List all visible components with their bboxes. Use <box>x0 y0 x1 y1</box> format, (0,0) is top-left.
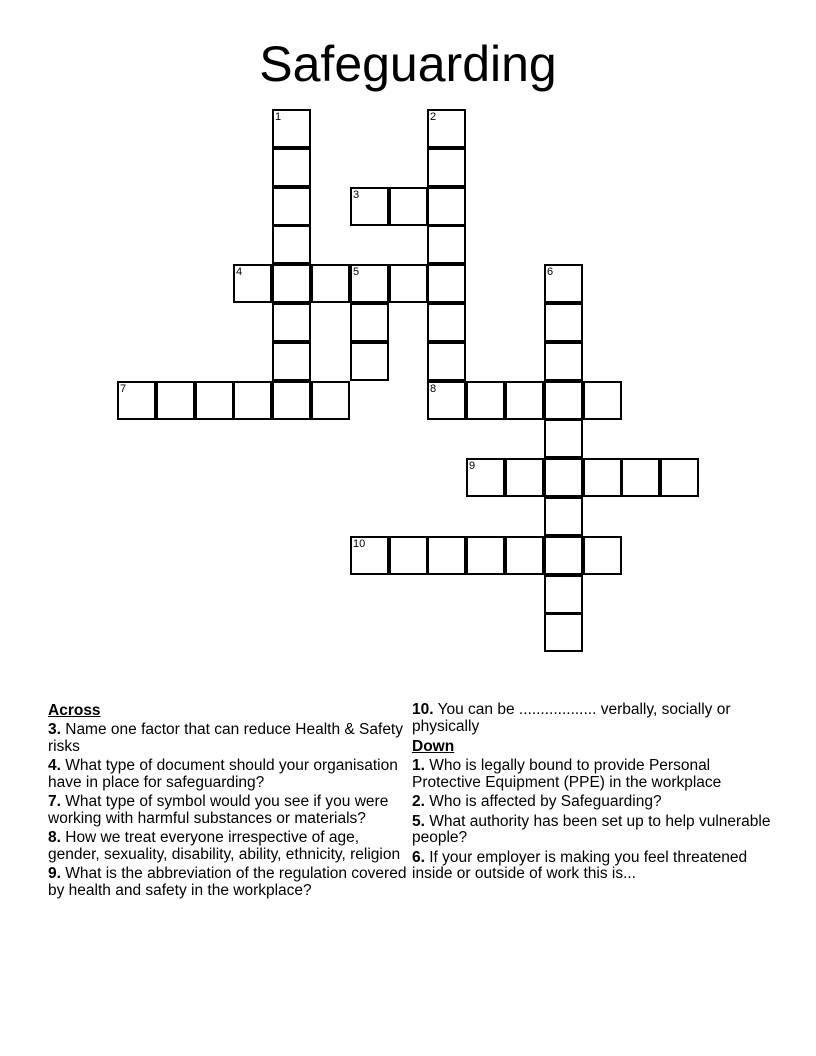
grid-cell[interactable] <box>233 381 272 420</box>
grid-cell[interactable] <box>389 187 428 226</box>
grid-cell[interactable] <box>427 225 466 264</box>
grid-cell[interactable] <box>544 342 583 381</box>
clue-number-label: 2 <box>430 111 437 123</box>
clue-text: How we treat everyone irrespective of age, gender, sexuality, disability, ability, ethnicity, religion <box>48 829 401 863</box>
clue-text: If your employer is making you feel threatened inside or outside of work this is... <box>412 848 748 882</box>
grid-cell[interactable] <box>156 381 195 420</box>
clue-text: What type of symbol would you see if you were working with harmful substances or materials? <box>48 793 389 827</box>
grid-cell[interactable] <box>311 264 350 303</box>
grid-cell[interactable] <box>505 381 544 420</box>
clue-text: Who is legally bound to provide Personal Protective Equipment (PPE) in the workplace <box>412 757 722 791</box>
clues-column-left <box>48 702 408 902</box>
grid-cell[interactable] <box>466 458 505 497</box>
clue-number-label: 6 <box>547 266 554 278</box>
grid-cell[interactable] <box>583 381 622 420</box>
clue-item <box>48 866 408 899</box>
clue-text: What is the abbreviation of the regulation covered by health and safety in the workplace? <box>48 865 407 899</box>
grid-cell[interactable] <box>427 381 466 420</box>
grid-cell[interactable] <box>544 381 583 420</box>
grid-cell[interactable] <box>272 109 311 148</box>
clue-text: You can be .................. verbally, socially or physically <box>412 701 731 735</box>
grid-cell[interactable] <box>544 613 583 652</box>
clue-number-label: 4 <box>236 266 243 278</box>
grid-cell[interactable] <box>272 381 311 420</box>
clue-item <box>48 794 408 827</box>
clue-number-label: 9 <box>469 460 476 472</box>
grid-cell[interactable] <box>427 187 466 226</box>
grid-cell[interactable] <box>544 419 583 458</box>
grid-cell[interactable] <box>583 458 622 497</box>
down-heading: Down <box>412 738 455 755</box>
grid-cell[interactable] <box>544 536 583 575</box>
grid-cell[interactable] <box>466 381 505 420</box>
clue-number-label: 5 <box>353 266 360 278</box>
clue-number: 3. <box>48 721 61 738</box>
down-clue-list <box>412 758 772 883</box>
clue-number: 7. <box>48 793 61 810</box>
clue-number: 8. <box>48 829 61 846</box>
clue-number-label: 10 <box>353 538 366 550</box>
grid-cell[interactable] <box>427 148 466 187</box>
grid-cell[interactable] <box>427 342 466 381</box>
grid-cell[interactable] <box>272 303 311 342</box>
clue-text: What type of document should your organisation have in place for safeguarding? <box>48 757 398 791</box>
grid-cell[interactable] <box>544 303 583 342</box>
grid-cell[interactable] <box>272 264 311 303</box>
clue-number: 9. <box>48 865 61 882</box>
grid-cell[interactable] <box>272 342 311 381</box>
clue-number-label: 1 <box>275 111 282 123</box>
grid-cell[interactable] <box>544 458 583 497</box>
grid-cell[interactable] <box>466 536 505 575</box>
grid-cell[interactable] <box>117 381 156 420</box>
grid-cell[interactable] <box>621 458 660 497</box>
across-clue-list-continued <box>412 702 772 735</box>
grid-cell[interactable] <box>505 536 544 575</box>
grid-cell[interactable] <box>583 536 622 575</box>
grid-cell[interactable] <box>233 264 272 303</box>
clue-number: 6. <box>412 848 425 866</box>
clue-item <box>48 830 408 863</box>
grid-cell[interactable] <box>544 264 583 303</box>
clue-text: Who is affected by Safeguarding? <box>424 793 662 810</box>
clue-number: 5. <box>412 812 425 830</box>
clue-item <box>412 814 772 847</box>
grid-cell[interactable] <box>195 381 234 420</box>
grid-cell[interactable] <box>389 536 428 575</box>
across-heading: Across <box>48 702 101 719</box>
clue-item <box>48 722 408 755</box>
grid-cell[interactable] <box>272 225 311 264</box>
grid-cell[interactable] <box>544 497 583 536</box>
grid-cell[interactable] <box>389 264 428 303</box>
grid-cell[interactable] <box>427 264 466 303</box>
grid-cell[interactable] <box>505 458 544 497</box>
grid-cell[interactable] <box>272 187 311 226</box>
clue-item <box>412 794 772 811</box>
grid-cell[interactable] <box>427 303 466 342</box>
clue-item <box>412 702 772 735</box>
grid-cell[interactable] <box>350 264 389 303</box>
clue-number-label: 8 <box>430 383 437 395</box>
clue-number: 4. <box>48 757 61 774</box>
grid-cell[interactable] <box>350 303 389 342</box>
across-clue-list <box>48 722 408 899</box>
grid-cell[interactable] <box>311 381 350 420</box>
grid-cell[interactable] <box>427 109 466 148</box>
clue-number-label: 3 <box>353 189 360 201</box>
clue-text: What authority has been set up to help vulnerable people? <box>412 812 771 846</box>
clue-text: Name one factor that can reduce Health & Safety risks <box>48 721 403 755</box>
grid-cell[interactable] <box>427 536 466 575</box>
clue-number: 1. <box>412 757 425 774</box>
grid-cell[interactable] <box>272 148 311 187</box>
grid-cell[interactable] <box>350 342 389 381</box>
clue-item <box>48 758 408 791</box>
clue-number: 10. <box>412 701 434 718</box>
grid-cell[interactable] <box>350 536 389 575</box>
page-title: Safeguarding <box>259 36 557 92</box>
clue-number-label: 7 <box>120 383 127 395</box>
clues-column-right <box>412 702 772 886</box>
clue-number: 2. <box>412 793 425 810</box>
grid-cell[interactable] <box>544 575 583 614</box>
grid-cell[interactable] <box>660 458 699 497</box>
clue-item <box>412 758 772 791</box>
clue-item <box>412 850 772 883</box>
grid-cell[interactable] <box>350 187 389 226</box>
